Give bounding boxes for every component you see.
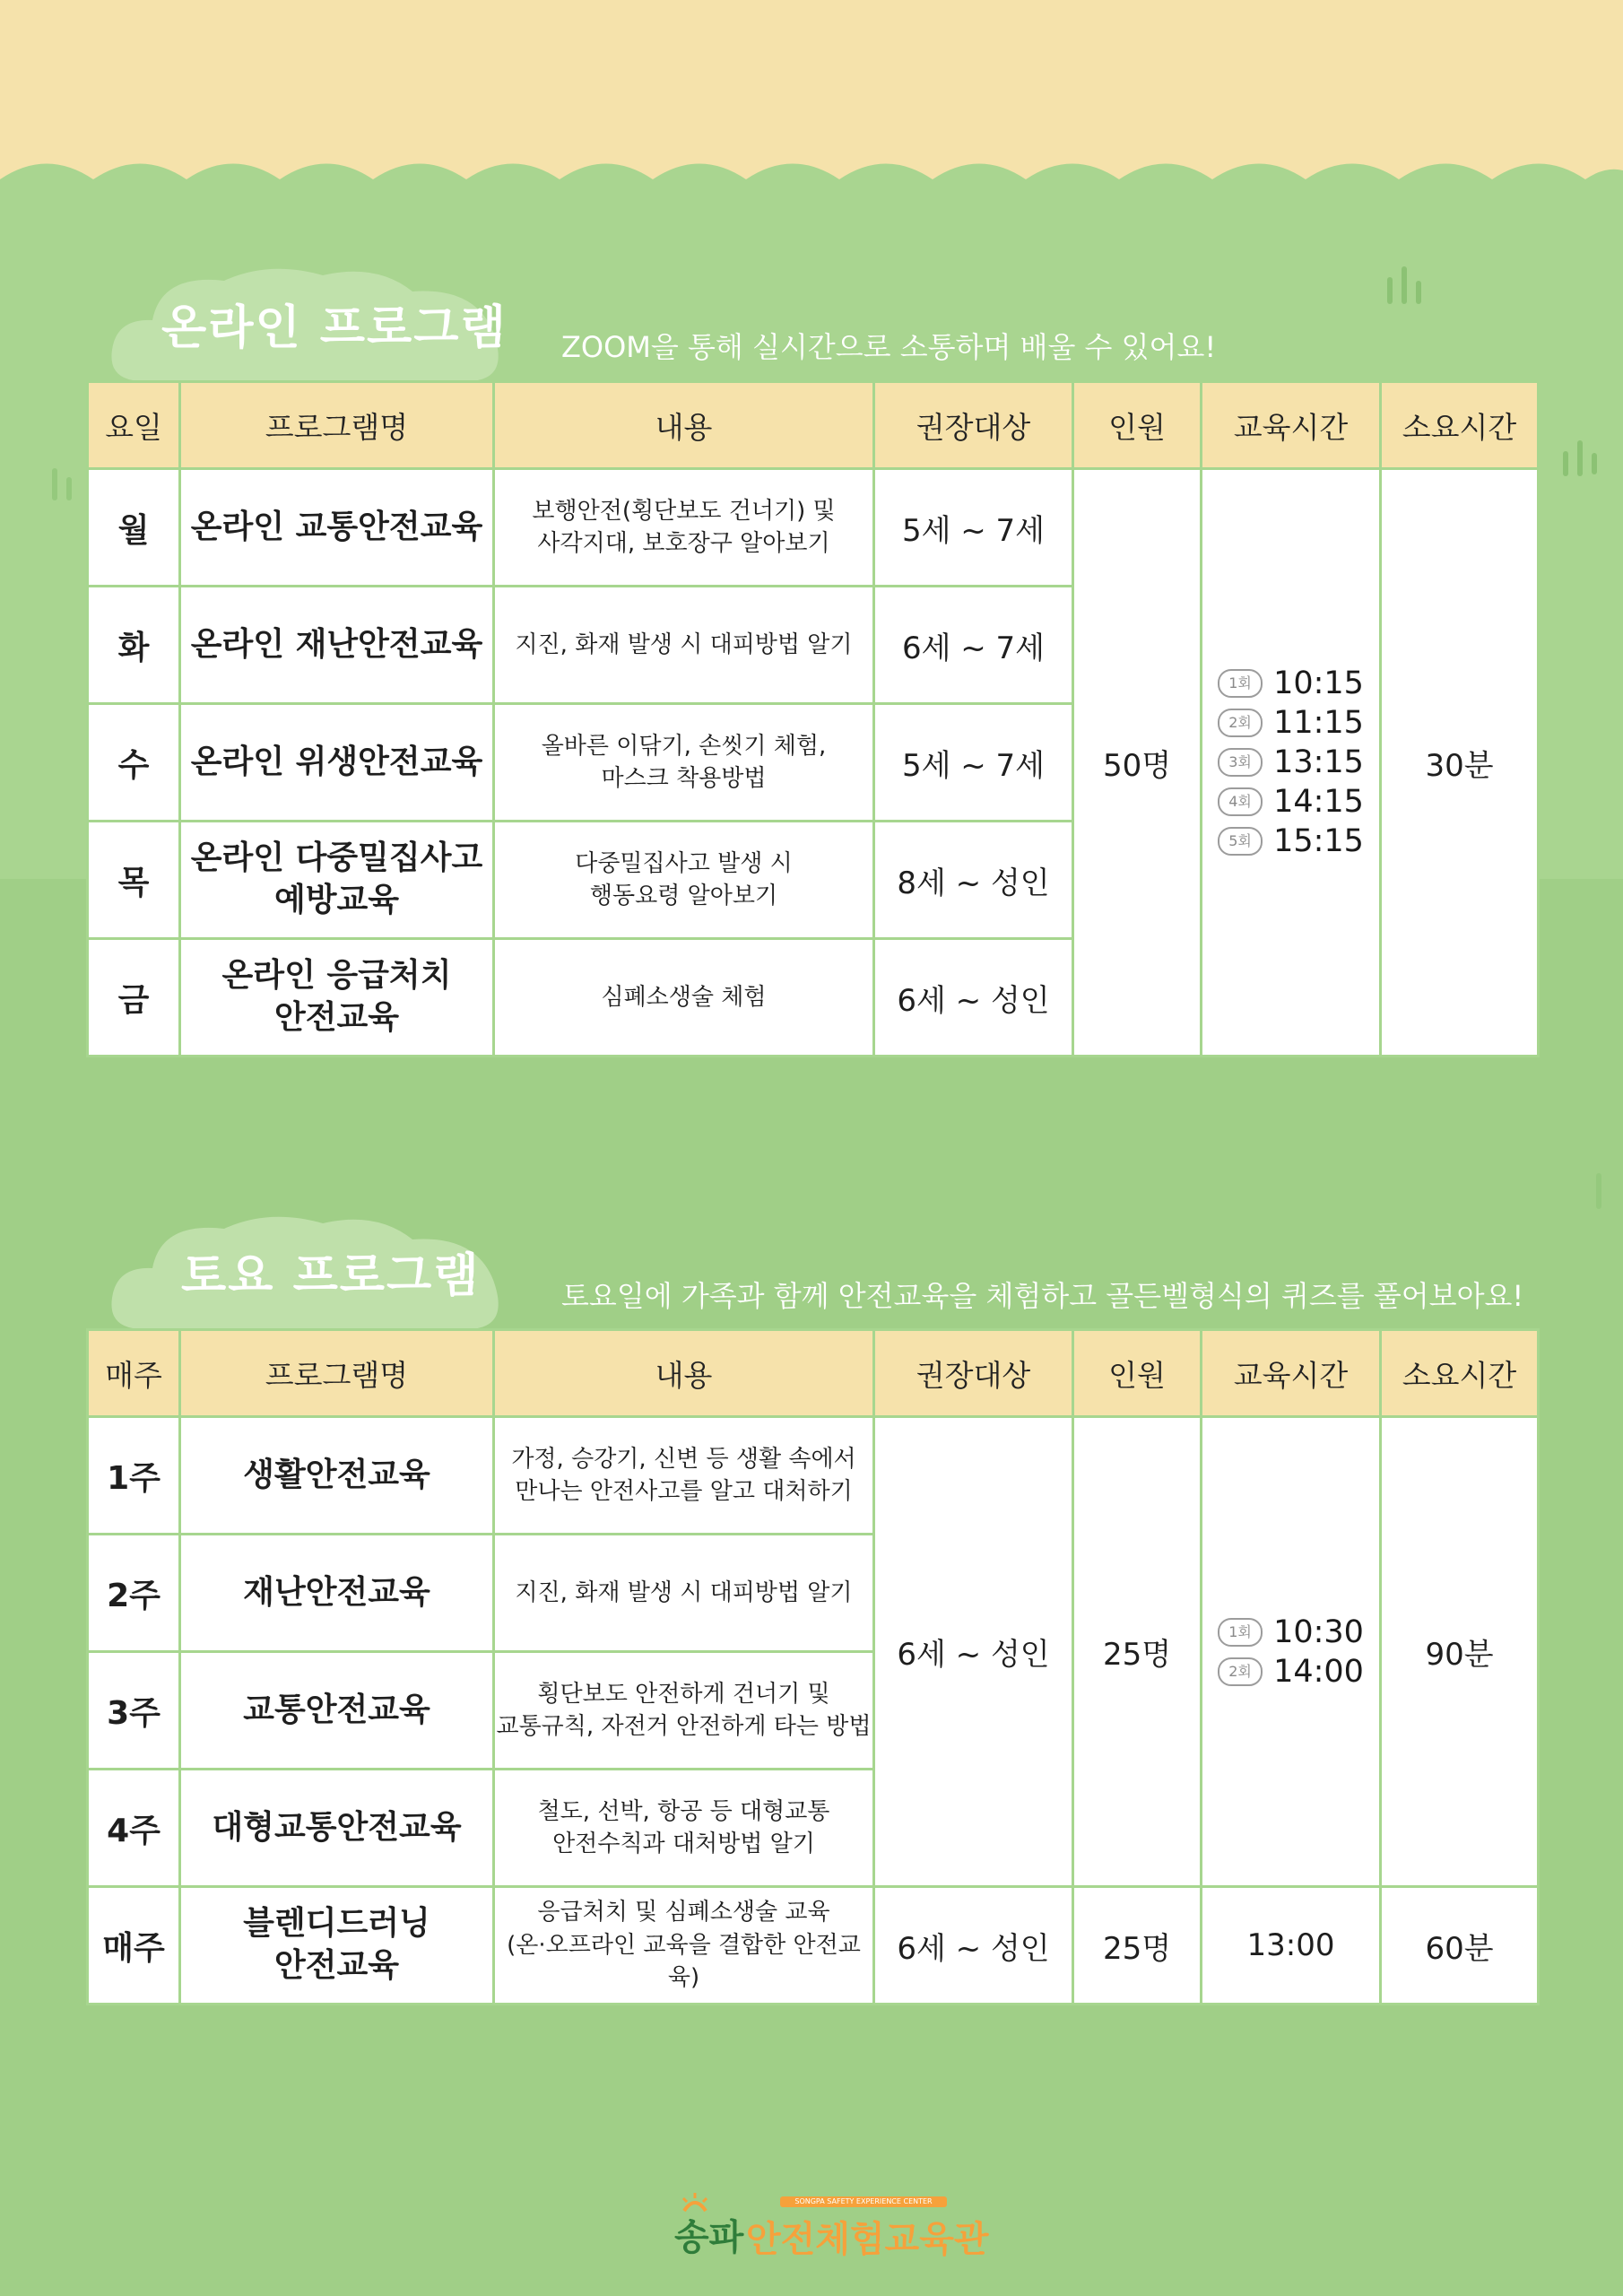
content-cell: [494, 822, 874, 939]
content-cell: [494, 1652, 874, 1770]
program-name-cell: 온라인 위생안전교육: [180, 704, 494, 822]
session-time: 10:15: [1273, 665, 1364, 701]
content-line: 안전수칙과 대처방법 알기: [552, 1831, 815, 1857]
content-line: 만나는 안전사고를 알고 대처하기: [515, 1478, 853, 1505]
content-cell: [494, 939, 874, 1057]
capacity-cell: 25명: [1073, 1887, 1202, 2005]
session-row: [1218, 664, 1364, 703]
logo-center-name: 안전체험교육관: [746, 2219, 989, 2260]
week-cell: 매주: [88, 1887, 180, 2005]
logo-songpa-text: 송파: [674, 2217, 744, 2258]
logo-band: SONGPA SAFETY EXPERIENCE CENTER: [780, 2196, 947, 2207]
saturday-section-title: 토요 프로그램: [181, 1249, 481, 1303]
column-header-duration: 소요시간: [1381, 382, 1539, 469]
column-header-day: 요일: [88, 382, 180, 469]
content-cell: [494, 704, 874, 822]
session-time: 13:15: [1273, 744, 1364, 780]
content-line: 사각지대, 보호장구 알아보기: [537, 530, 830, 557]
content-cell: [494, 1417, 874, 1535]
duration-cell: 30분: [1381, 469, 1539, 1057]
session-badge: 3회: [1218, 748, 1263, 777]
column-header-capacity: 인원: [1073, 1330, 1202, 1417]
column-header-duration: 소요시간: [1381, 1330, 1539, 1417]
session-badge: 5회: [1218, 827, 1263, 856]
column-header-program: 프로그램명: [180, 382, 494, 469]
column-header-content: 내용: [494, 382, 874, 469]
session-time: 14:15: [1273, 784, 1364, 820]
week-cell: 3주: [88, 1652, 180, 1770]
content-line: 교통규칙, 자전거 안전하게 타는 방법: [496, 1713, 872, 1740]
column-header-target: 권장대상: [874, 382, 1073, 469]
content-line: 다중밀집사고 발생 시: [575, 849, 793, 877]
day-cell: 월: [88, 469, 180, 587]
program-name-line: 온라인 다중밀집사고: [190, 839, 483, 877]
session-time: 11:15: [1273, 705, 1364, 741]
session-row: [1218, 703, 1364, 743]
program-name-line: 안전교육: [273, 999, 400, 1036]
table-header-row: [88, 1330, 1539, 1417]
column-header-week: 매주: [88, 1330, 180, 1417]
program-name-line: 예방교육: [273, 882, 400, 918]
session-time-cell: [1202, 1417, 1381, 1887]
content-line: (온·오프라인 교육을 결합한 안전교육): [507, 1931, 861, 1992]
capacity-cell: 25명: [1073, 1417, 1202, 1887]
grass-tuft-icon: [1587, 1166, 1623, 1220]
songpa-safety-center-logo: [674, 2193, 989, 2265]
content-line: 철도, 선박, 항공 등 대형교통: [537, 1797, 830, 1825]
session-time-list: [1218, 1613, 1364, 1692]
duration-cell: 90분: [1381, 1417, 1539, 1887]
target-cell: 5세 ~ 7세: [874, 469, 1073, 587]
saturday-schedule-table: [86, 1328, 1540, 2005]
online-section-subtitle: ZOOM을 통해 실시간으로 소통하며 배울 수 있어요!: [561, 330, 1217, 364]
program-name-cell: 대형교통안전교육: [180, 1770, 494, 1887]
session-time: 14:00: [1273, 1653, 1364, 1690]
grass-tuft-icon: [1376, 265, 1430, 318]
table-header-row: [88, 382, 1539, 469]
program-name-cell: 교통안전교육: [180, 1652, 494, 1770]
week-cell: 2주: [88, 1535, 180, 1652]
content-line: 심폐소생술 체험: [601, 983, 767, 1011]
session-badge: 4회: [1218, 787, 1263, 816]
day-cell: 수: [88, 704, 180, 822]
content-line: 가정, 승강기, 신변 등 생활 속에서: [511, 1445, 856, 1473]
program-name-cell: [180, 822, 494, 939]
grass-tuft-icon: [1556, 435, 1610, 489]
session-row: [1218, 1652, 1364, 1692]
content-line: 횡단보도 안전하게 건너기 및: [537, 1680, 830, 1708]
target-cell: 6세 ~ 성인: [874, 1417, 1073, 1887]
session-badge: 2회: [1218, 1657, 1263, 1686]
column-header-content: 내용: [494, 1330, 874, 1417]
program-name-cell: 재난안전교육: [180, 1535, 494, 1652]
session-row: [1218, 1613, 1364, 1652]
table-row: [88, 1887, 1539, 2005]
program-name-cell: 온라인 재난안전교육: [180, 587, 494, 704]
session-time-cell: 13:00: [1202, 1887, 1381, 2005]
capacity-cell: 50명: [1073, 469, 1202, 1057]
content-cell: [494, 587, 874, 704]
grass-tuft-icon: [45, 457, 81, 511]
session-badge: 2회: [1218, 709, 1263, 737]
target-cell: 6세 ~ 성인: [874, 939, 1073, 1057]
content-line: 행동요령 알아보기: [589, 883, 778, 909]
column-header-program: 프로그램명: [180, 1330, 494, 1417]
column-header-capacity: 인원: [1073, 382, 1202, 469]
session-time: 10:30: [1273, 1613, 1364, 1650]
session-time: 15:15: [1273, 823, 1364, 859]
content-line: 지진, 화재 발생 시 대피방법 알기: [515, 631, 853, 658]
program-name-line: 블렌디드러닝: [243, 1905, 430, 1943]
table-row: [88, 469, 1539, 587]
target-cell: 8세 ~ 성인: [874, 822, 1073, 939]
content-cell: [494, 1535, 874, 1652]
content-line: 올바른 이닦기, 손씻기 체험,: [541, 732, 827, 760]
table-row: [88, 1417, 1539, 1535]
day-cell: 목: [88, 822, 180, 939]
content-cell: [494, 1887, 874, 2005]
column-header-time: 교육시간: [1202, 1330, 1381, 1417]
duration-cell: 60분: [1381, 1887, 1539, 2005]
program-name-cell: [180, 939, 494, 1057]
online-section-title: 온라인 프로그램: [161, 301, 508, 355]
content-line: 마스크 착용방법: [601, 765, 767, 792]
saturday-section-subtitle: 토요일에 가족과 함께 안전교육을 체험하고 골든벨형식의 퀴즈를 풀어보아요!: [561, 1279, 1524, 1313]
online-schedule-table: [86, 380, 1540, 1057]
day-cell: 화: [88, 587, 180, 704]
target-cell: 6세 ~ 성인: [874, 1887, 1073, 2005]
program-name-line: 온라인 응급처치: [221, 957, 452, 995]
program-name-cell: 온라인 교통안전교육: [180, 469, 494, 587]
week-cell: 1주: [88, 1417, 180, 1535]
day-cell: 금: [88, 939, 180, 1057]
scalloped-hill-edge: [0, 161, 1623, 224]
content-line: 보행안전(횡단보도 건너기) 및: [532, 497, 836, 525]
content-cell: [494, 1770, 874, 1887]
session-row: [1218, 743, 1364, 782]
session-row: [1218, 782, 1364, 822]
session-badge: 1회: [1218, 669, 1263, 698]
program-name-line: 안전교육: [273, 1947, 400, 1984]
column-header-target: 권장대상: [874, 1330, 1073, 1417]
target-cell: 5세 ~ 7세: [874, 704, 1073, 822]
column-header-time: 교육시간: [1202, 382, 1381, 469]
week-cell: 4주: [88, 1770, 180, 1887]
session-time-list: [1218, 664, 1364, 861]
target-cell: 6세 ~ 7세: [874, 587, 1073, 704]
program-name-cell: [180, 1887, 494, 2005]
content-cell: [494, 469, 874, 587]
session-row: [1218, 822, 1364, 861]
session-time-cell: [1202, 469, 1381, 1057]
session-badge: 1회: [1218, 1618, 1263, 1647]
content-line: 지진, 화재 발생 시 대피방법 알기: [515, 1578, 853, 1606]
content-line: 응급처치 및 심폐소생술 교육: [537, 1899, 830, 1926]
program-name-cell: 생활안전교육: [180, 1417, 494, 1535]
